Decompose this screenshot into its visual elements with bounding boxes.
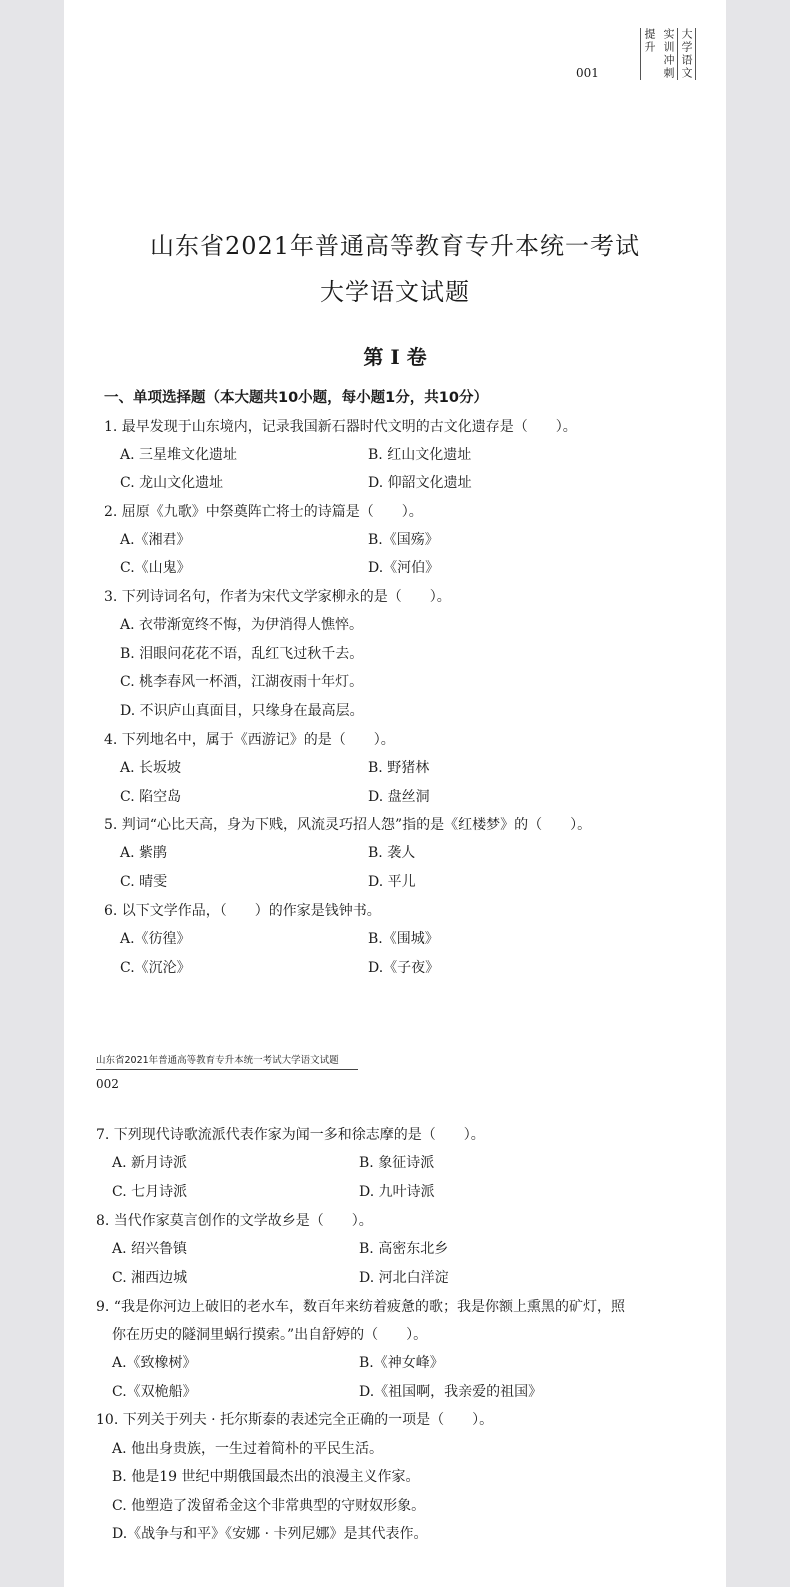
question-stem: 4. 下列地名中，属于《西游记》的是（ ）。	[104, 732, 395, 748]
question-stem: 8. 当代作家莫言创作的文学故乡是（ ）。	[96, 1213, 373, 1229]
header-col-2: 实训冲刺	[662, 28, 675, 80]
option-c: C. 晴雯	[120, 874, 168, 890]
option-a: A.《致橡树》	[112, 1355, 197, 1371]
option-b: B. 野猪林	[368, 760, 430, 776]
option-d: D. 仰韶文化遗址	[368, 475, 472, 491]
option-a: A. 长坂坡	[120, 760, 182, 776]
question-stem-continued: 你在历史的隧洞里蜗行摸索。”出自舒婷的（ ）。	[112, 1327, 428, 1343]
option-a: A. 三星堆文化遗址	[120, 447, 238, 463]
running-footer-title: 山东省2021年普通高等教育专升本统一考试大学语文试题	[96, 1055, 339, 1066]
question-stem: 5. 判词“心比天高，身为下贱，风流灵巧招人怨”指的是《红楼梦》的（ ）。	[104, 817, 592, 833]
option-a: A. 他出身贵族，一生过着简朴的平民生活。	[112, 1441, 384, 1457]
option-c: C. 七月诗派	[112, 1184, 188, 1200]
option-a: A.《湘君》	[120, 532, 191, 548]
option-b: B. 红山文化遗址	[368, 447, 472, 463]
question-stem: 10. 下列关于列夫 · 托尔斯泰的表述完全正确的一项是（ ）。	[96, 1412, 494, 1428]
option-a: A. 新月诗派	[112, 1155, 188, 1171]
option-d: D. 河北白洋淀	[359, 1270, 449, 1286]
option-d: D. 九叶诗派	[359, 1184, 435, 1200]
exam-page	[64, 0, 726, 1587]
option-c: C.《沉沦》	[120, 960, 191, 976]
header-col-1: 大学语文	[680, 28, 693, 80]
question-stem: 3. 下列诗词名句，作者为宋代文学家柳永的是（ ）。	[104, 589, 451, 605]
question-stem: 7. 下列现代诗歌流派代表作家为闻一多和徐志摩的是（ ）。	[96, 1127, 485, 1143]
section-heading: 一、单项选择题（本大题共10小题，每小题1分，共10分）	[104, 390, 488, 406]
question-stem: 2. 屈原《九歌》中祭奠阵亡将士的诗篇是（ ）。	[104, 504, 423, 520]
option-b: B. 泪眼问花花不语，乱红飞过秋千去。	[120, 646, 364, 662]
exam-title: 山东省2021年普通高等教育专升本统一考试	[149, 232, 641, 260]
option-b: B. 高密东北乡	[359, 1241, 449, 1257]
footer-rule	[96, 1069, 358, 1070]
volume-heading: 第 I 卷	[363, 345, 427, 369]
option-d: D. 平儿	[368, 874, 416, 890]
exam-subtitle: 大学语文试题	[320, 278, 470, 306]
option-b: B. 袭人	[368, 845, 416, 861]
question-stem: 1. 最早发现于山东境内，记录我国新石器时代文明的古文化遗存是（ ）。	[104, 419, 577, 435]
option-c: C. 陷空岛	[120, 789, 182, 805]
option-d: D. 盘丝洞	[368, 789, 430, 805]
option-c: C. 桃李春风一杯酒，江湖夜雨十年灯。	[120, 674, 364, 690]
option-a: A. 绍兴鲁镇	[112, 1241, 188, 1257]
option-d: D.《战争与和平》《安娜 · 卡列尼娜》是其代表作。	[112, 1526, 428, 1542]
option-b: B. 他是19 世纪中期俄国最杰出的浪漫主义作家。	[112, 1469, 420, 1485]
option-b: B.《围城》	[368, 931, 439, 947]
option-c: C. 龙山文化遗址	[120, 475, 224, 491]
page-number-top: 001	[576, 66, 599, 80]
option-d: D.《子夜》	[368, 960, 440, 976]
option-d: D.《河伯》	[368, 560, 440, 576]
header-col-3: 提升	[643, 28, 656, 54]
option-a: A.《彷徨》	[120, 931, 191, 947]
option-b: B.《国殇》	[368, 532, 439, 548]
option-c: C.《山鬼》	[120, 560, 191, 576]
option-a: A. 紫鹃	[120, 845, 168, 861]
header-divider	[695, 28, 696, 80]
option-c: C. 湘西边城	[112, 1270, 188, 1286]
option-d: D. 不识庐山真面目，只缘身在最高层。	[120, 703, 364, 719]
question-stem: 6. 以下文学作品，（ ）的作家是钱钟书。	[104, 903, 381, 919]
option-a: A. 衣带渐宽终不悔，为伊消得人憔悴。	[120, 617, 364, 633]
option-b: B.《神女峰》	[359, 1355, 444, 1371]
question-stem: 9. “我是你河边上破旧的老水车，数百年来纺着疲惫的歌；我是你额上熏黑的矿灯，照	[96, 1299, 625, 1315]
option-b: B. 象征诗派	[359, 1155, 435, 1171]
running-header	[640, 28, 696, 80]
option-d: D.《祖国啊，我亲爱的祖国》	[359, 1384, 543, 1400]
option-c: C. 他塑造了泼留希金这个非常典型的守财奴形象。	[112, 1498, 426, 1514]
option-c: C.《双桅船》	[112, 1384, 197, 1400]
page-number-bottom: 002	[96, 1077, 119, 1091]
